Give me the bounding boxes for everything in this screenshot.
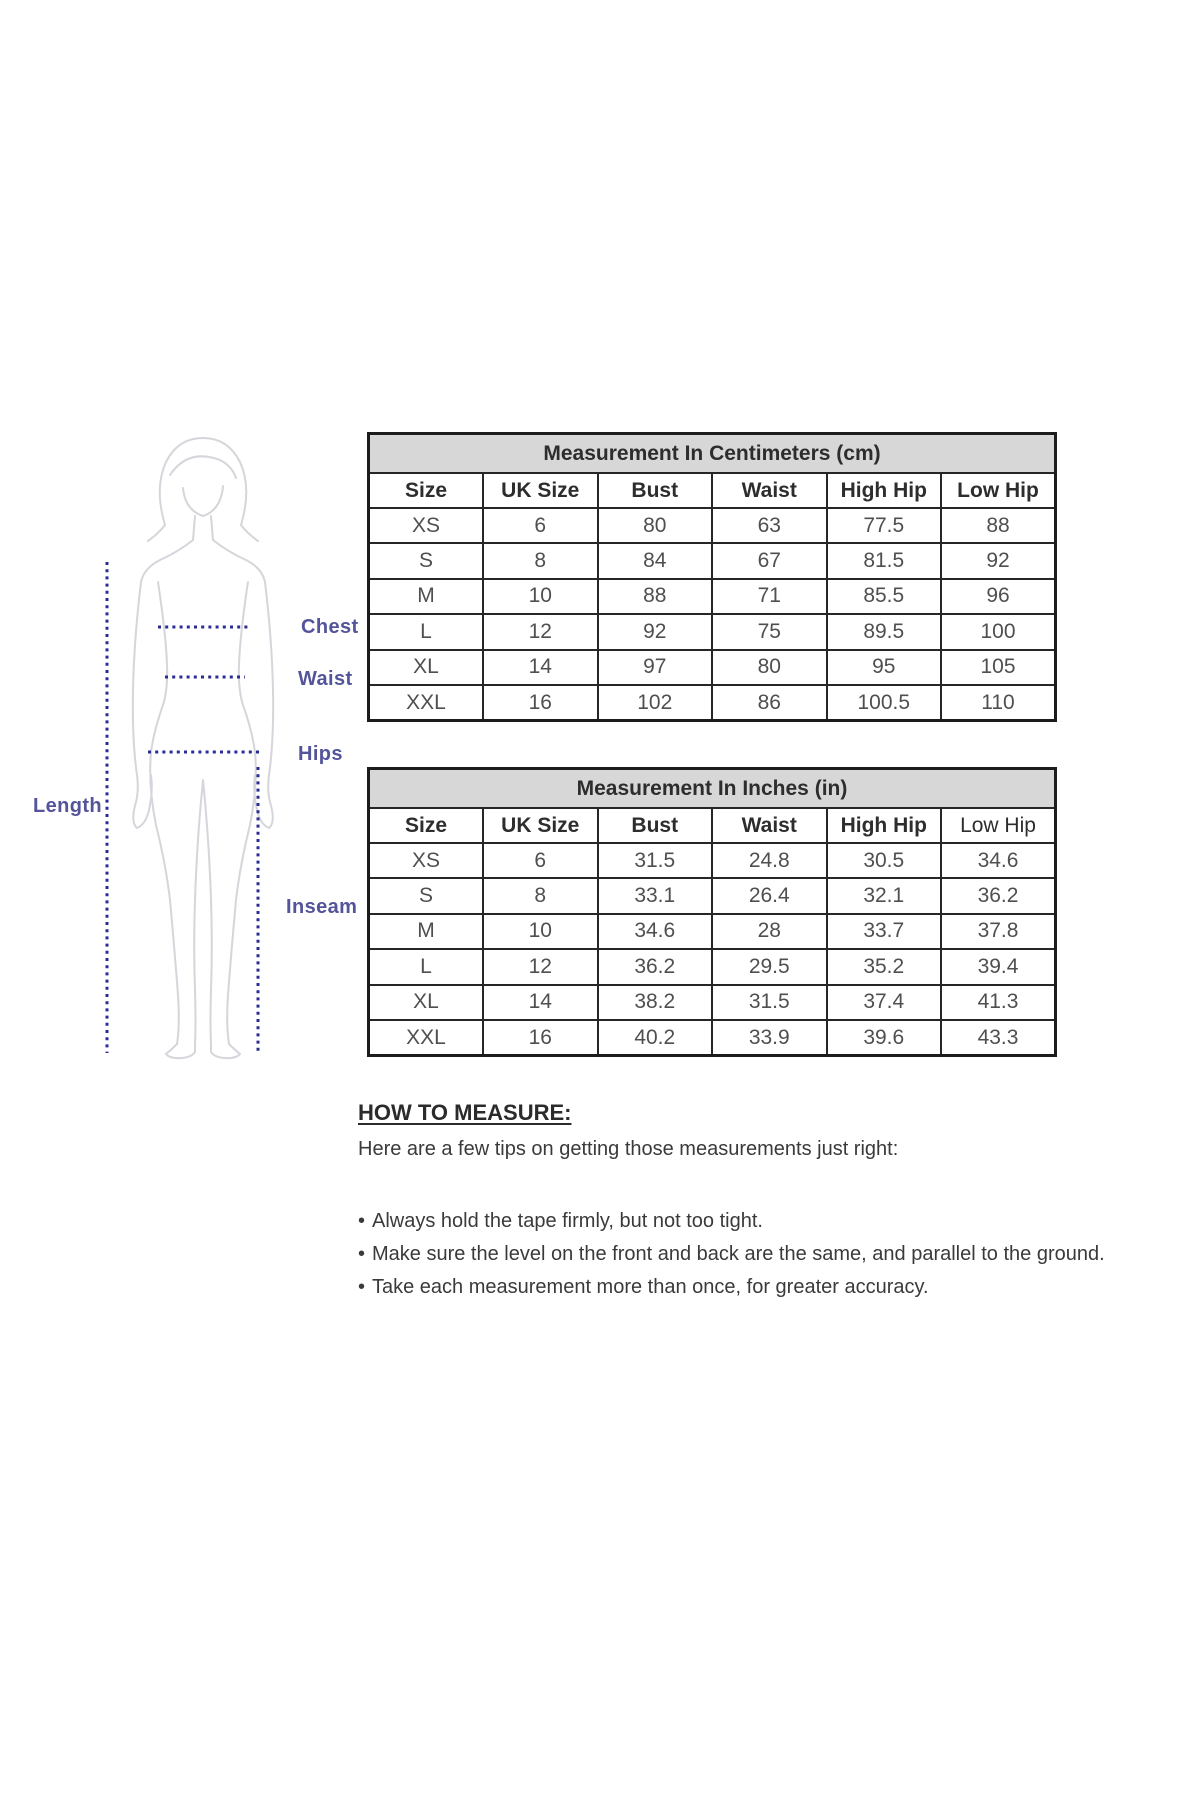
table-cell: 95 <box>827 650 942 685</box>
table-cell: M <box>369 579 484 614</box>
table-cell: 33.7 <box>827 914 942 949</box>
hips-label: Hips <box>298 743 343 765</box>
measurements-in-table <box>367 767 1057 1057</box>
table-cell: 92 <box>941 543 1056 578</box>
table-cell: 12 <box>483 614 598 649</box>
chest-label: Chest <box>301 616 359 638</box>
table-cell: 28 <box>712 914 827 949</box>
tip-text: Take each measurement more than once, for greater accuracy. <box>372 1276 929 1298</box>
table-row <box>369 878 1056 913</box>
measure-tip <box>358 1205 1148 1238</box>
table-row <box>369 614 1056 649</box>
table-cell: 43.3 <box>941 1020 1056 1056</box>
table-cell: 33.9 <box>712 1020 827 1056</box>
table-cell: 30.5 <box>827 843 942 878</box>
table-cell: 81.5 <box>827 543 942 578</box>
table-cell: 32.1 <box>827 878 942 913</box>
table-cell: L <box>369 949 484 984</box>
table-cell: 6 <box>483 508 598 543</box>
table-cell: 67 <box>712 543 827 578</box>
table-cell: 88 <box>598 579 713 614</box>
table-cell: 110 <box>941 685 1056 721</box>
table-row <box>369 914 1056 949</box>
table-cell: 12 <box>483 949 598 984</box>
column-header-high-hip: High Hip <box>827 473 942 508</box>
table-row <box>369 508 1056 543</box>
table-row <box>369 985 1056 1020</box>
table-cell: 16 <box>483 1020 598 1056</box>
table-row <box>369 685 1056 721</box>
measurement-figure <box>20 430 370 1080</box>
column-header-uk-size: UK Size <box>483 808 598 843</box>
table-title: Measurement In Centimeters (cm) <box>369 434 1056 474</box>
table-row <box>369 543 1056 578</box>
table-cell: 37.8 <box>941 914 1056 949</box>
column-header-low-hip: Low Hip <box>941 473 1056 508</box>
column-header-waist: Waist <box>712 473 827 508</box>
table-cell: 63 <box>712 508 827 543</box>
bullet-icon: • <box>358 1210 366 1232</box>
bullet-icon: • <box>358 1276 366 1298</box>
how-to-measure-section <box>358 1100 1148 1304</box>
table-title-row <box>369 769 1056 809</box>
column-header-waist: Waist <box>712 808 827 843</box>
column-header-bust: Bust <box>598 473 713 508</box>
table-cell: 84 <box>598 543 713 578</box>
table-cell: 71 <box>712 579 827 614</box>
table-row <box>369 949 1056 984</box>
table-cell: 41.3 <box>941 985 1056 1020</box>
table-cell: 38.2 <box>598 985 713 1020</box>
table-cell: XL <box>369 985 484 1020</box>
table-cell: XS <box>369 508 484 543</box>
length-label: Length <box>33 795 103 817</box>
table-header-row <box>369 808 1056 843</box>
table-cell: 29.5 <box>712 949 827 984</box>
table-cell: 77.5 <box>827 508 942 543</box>
table-cell: 40.2 <box>598 1020 713 1056</box>
measurements-cm-table <box>367 432 1057 722</box>
table-cell: 34.6 <box>941 843 1056 878</box>
table-cell: XL <box>369 650 484 685</box>
column-header-bust: Bust <box>598 808 713 843</box>
column-header-size: Size <box>369 808 484 843</box>
column-header-high-hip: High Hip <box>827 808 942 843</box>
table-cell: S <box>369 543 484 578</box>
table-row <box>369 843 1056 878</box>
table-cell: 75 <box>712 614 827 649</box>
table-cell: M <box>369 914 484 949</box>
table-cell: 37.4 <box>827 985 942 1020</box>
how-to-measure-heading: HOW TO MEASURE: <box>358 1100 572 1125</box>
table-cell: S <box>369 878 484 913</box>
table-cell: 96 <box>941 579 1056 614</box>
table-cell: 31.5 <box>712 985 827 1020</box>
column-header-size: Size <box>369 473 484 508</box>
table-cell: 92 <box>598 614 713 649</box>
tip-text: Always hold the tape firmly, but not too tight. <box>372 1210 763 1232</box>
table-cell: 80 <box>712 650 827 685</box>
table-cell: 10 <box>483 579 598 614</box>
table-cell: 31.5 <box>598 843 713 878</box>
column-header-low-hip: Low Hip <box>941 808 1056 843</box>
table-cell: 85.5 <box>827 579 942 614</box>
table-cell: 8 <box>483 543 598 578</box>
table-cell: XXL <box>369 1020 484 1056</box>
table-cell: 33.1 <box>598 878 713 913</box>
table-cell: 102 <box>598 685 713 721</box>
table-row <box>369 579 1056 614</box>
table-cell: 26.4 <box>712 878 827 913</box>
table-cell: 14 <box>483 650 598 685</box>
column-header-uk-size: UK Size <box>483 473 598 508</box>
how-to-measure-intro: Here are a few tips on getting those measurements just right: <box>358 1138 899 1160</box>
table-cell: XXL <box>369 685 484 721</box>
table-cell: 86 <box>712 685 827 721</box>
table-cell: 34.6 <box>598 914 713 949</box>
table-title-row <box>369 434 1056 474</box>
table-cell: 97 <box>598 650 713 685</box>
table-cell: 16 <box>483 685 598 721</box>
table-cell: 24.8 <box>712 843 827 878</box>
table-cell: 36.2 <box>941 878 1056 913</box>
table-cell: 6 <box>483 843 598 878</box>
measure-tip <box>358 1271 1148 1304</box>
body-silhouette <box>133 438 273 1058</box>
table-cell: 35.2 <box>827 949 942 984</box>
table-cell: 80 <box>598 508 713 543</box>
table-header-row <box>369 473 1056 508</box>
table-cell: 36.2 <box>598 949 713 984</box>
table-cell: 39.4 <box>941 949 1056 984</box>
measure-tip <box>358 1238 1148 1271</box>
waist-label: Waist <box>298 668 353 690</box>
table-row <box>369 650 1056 685</box>
table-cell: 10 <box>483 914 598 949</box>
tip-text: Make sure the level on the front and back are the same, and parallel to the ground. <box>372 1243 1105 1265</box>
table-cell: 100 <box>941 614 1056 649</box>
table-cell: 14 <box>483 985 598 1020</box>
table-cell: 39.6 <box>827 1020 942 1056</box>
table-cell: 100.5 <box>827 685 942 721</box>
table-row <box>369 1020 1056 1056</box>
table-cell: 105 <box>941 650 1056 685</box>
table-cell: L <box>369 614 484 649</box>
bullet-icon: • <box>358 1243 366 1265</box>
table-cell: XS <box>369 843 484 878</box>
inseam-label: Inseam <box>286 896 358 918</box>
table-title: Measurement In Inches (in) <box>369 769 1056 809</box>
table-cell: 8 <box>483 878 598 913</box>
table-cell: 88 <box>941 508 1056 543</box>
table-cell: 89.5 <box>827 614 942 649</box>
